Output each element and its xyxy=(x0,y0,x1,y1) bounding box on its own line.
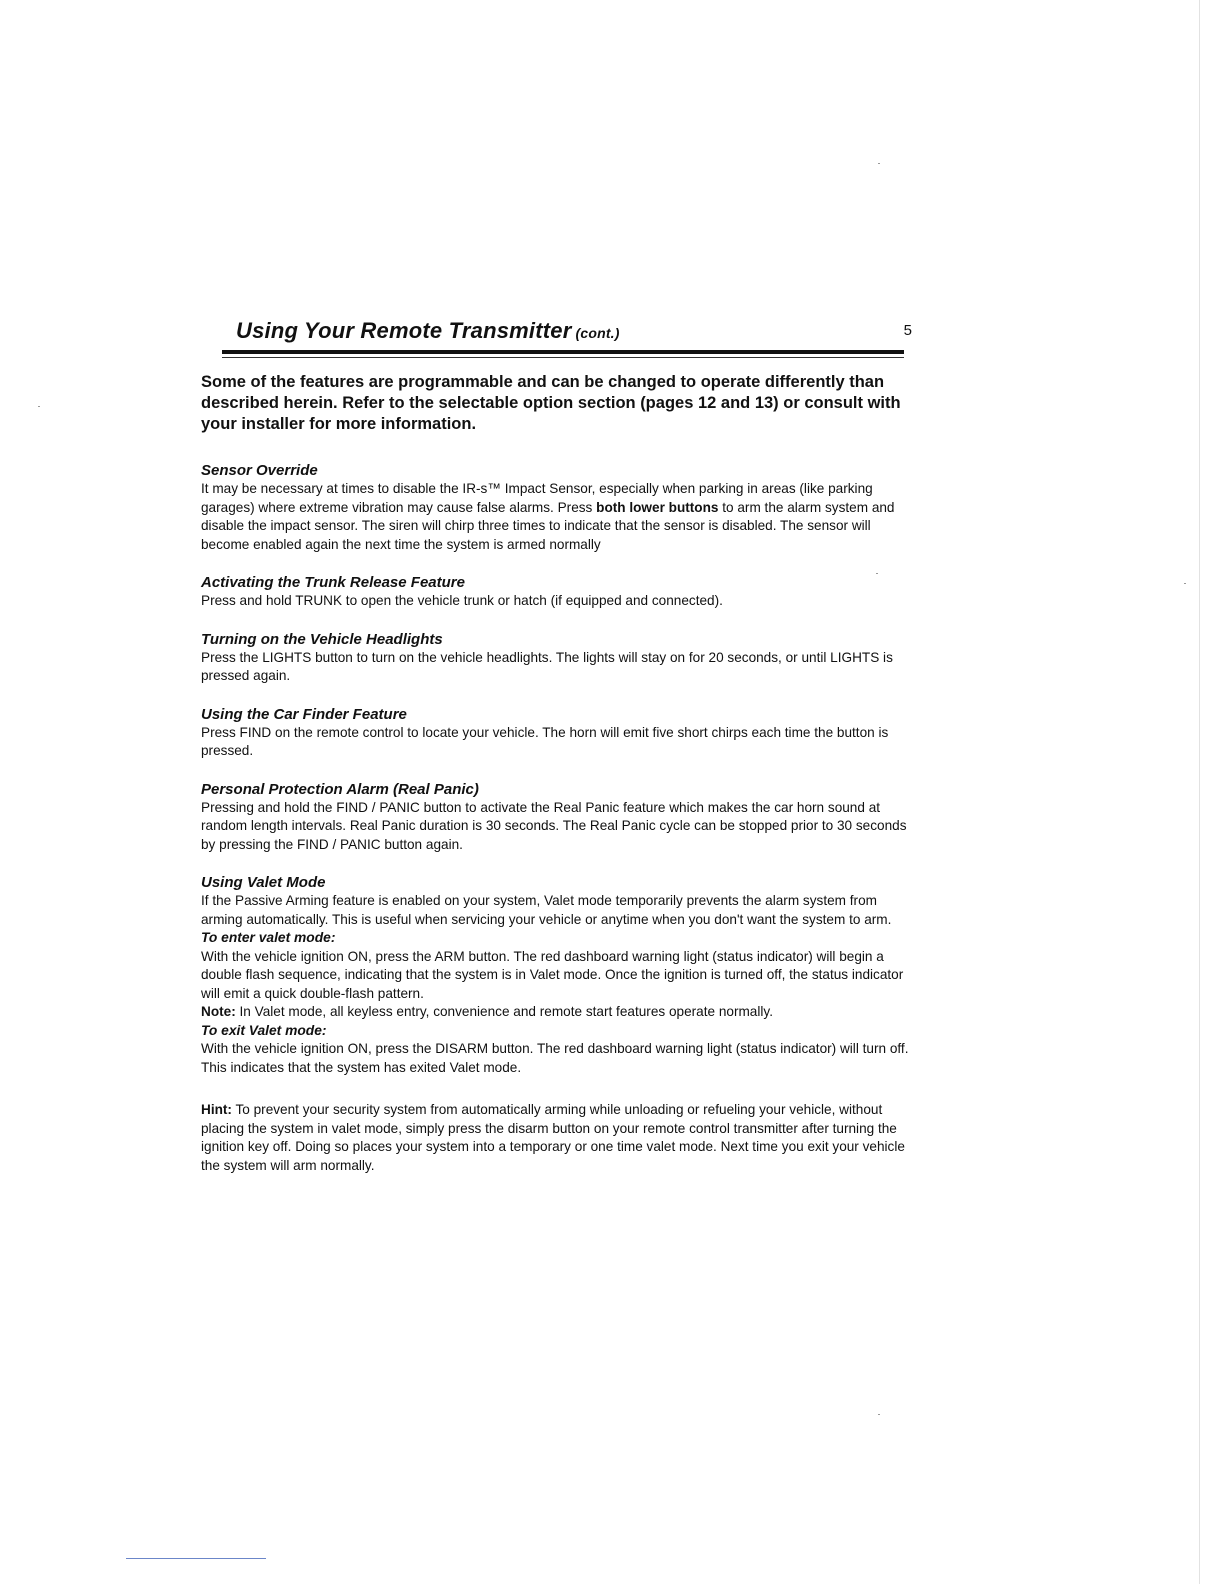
section-heading: Using Valet Mode xyxy=(201,874,326,891)
scan-speck xyxy=(876,573,878,574)
section-trunk-release xyxy=(201,573,917,611)
valet-enter-heading: To enter valet mode: xyxy=(201,930,336,945)
section-heading: Using the Car Finder Feature xyxy=(201,705,407,723)
body-text: It may be necessary at times to disable the IR-s™ Impact Sensor, especially when parking in areas (like parking garages) where extreme vibration may cause false alarms. Press xyxy=(201,481,873,515)
page-title xyxy=(236,318,620,344)
note-text: In Valet mode, all keyless entry, convenience and remote start features operate normally. xyxy=(235,1004,773,1019)
scan-speck xyxy=(878,1414,880,1415)
page-number: 5 xyxy=(903,322,912,339)
page-title-suffix: (cont.) xyxy=(575,325,620,341)
section-heading: Turning on the Vehicle Headlights xyxy=(201,630,443,648)
section-car-finder xyxy=(201,705,917,761)
section-heading: Activating the Trunk Release Feature xyxy=(201,574,465,591)
scan-speck xyxy=(38,406,40,407)
header-rule-thin xyxy=(222,357,904,358)
valet-exit-body: With the vehicle ignition ON, press the DISARM button. The red dashboard warning light (status indicator) will turn off. This indicates that the system has exited Valet mode. xyxy=(201,1041,909,1075)
hint-label: Hint: xyxy=(201,1102,232,1117)
valet-exit-heading: To exit Valet mode: xyxy=(201,1022,327,1038)
footer-line xyxy=(126,1558,266,1559)
scan-speck xyxy=(878,163,880,164)
header-rule-thick xyxy=(222,350,904,354)
hint-paragraph xyxy=(201,1101,917,1175)
valet-enter-body: With the vehicle ignition ON, press the ARM button. The red dashboard warning light (status indicator) will begin a double flash sequence, indicating that the system is in Valet mode. Once the ignition is turned off, the status indicator will emit a quick double-flash pattern. xyxy=(201,948,904,1001)
body-text: to arm the alarm system and disable the impact sensor. The siren will chirp three times to indicate that the sensor is disabled. The sensor will become enabled again the next time the system is armed normally xyxy=(201,499,895,552)
section-heading: Sensor Override xyxy=(201,462,318,479)
section-body: If the Passive Arming feature is enabled on your system, Valet mode temporarily prevents the alarm system from arming automatically. This is useful when servicing your vehicle or anytime when you don't want the system to arm. xyxy=(201,893,892,927)
body-bold-text: both lower buttons xyxy=(596,499,719,515)
page-title-text: Using Your Remote Transmitter xyxy=(236,318,572,343)
scan-speck xyxy=(1184,583,1186,584)
section-body: Press the LIGHTS button to turn on the vehicle headlights. The lights will stay on for 20 seconds, or until LIGHTS is pressed again. xyxy=(201,649,893,683)
valet-note xyxy=(201,1003,917,1022)
section-valet-mode xyxy=(201,873,917,1077)
intro-paragraph: Some of the features are programmable and can be changed to operate differently than described herein. Refer to the selectable option section (pages 12 and 13) or consult with your installer for more information. xyxy=(201,373,901,433)
section-body xyxy=(201,480,917,554)
section-body: Press and hold TRUNK to open the vehicle trunk or hatch (if equipped and connected). xyxy=(201,593,723,608)
hint-text: To prevent your security system from automatically arming while unloading or refueling your vehicle, without placing the system in valet mode, simply press the disarm button on your remote control transmitter after turning the ignition key off. Doing so places your system into a temporary or one time valet mode. Next time you exit your vehicle the system will arm normally. xyxy=(201,1102,905,1173)
section-body: Pressing and hold the FIND / PANIC button to activate the Real Panic feature which makes the car horn sound at random length intervals. Real Panic duration is 30 seconds. The Real Panic cycle can be stopped prior to 30 seconds by pressing the FIND / PANIC button again. xyxy=(201,799,907,852)
page-header xyxy=(222,318,912,348)
section-real-panic xyxy=(201,780,917,855)
page-content xyxy=(201,372,917,1194)
section-heading: Personal Protection Alarm (Real Panic) xyxy=(201,780,479,798)
section-headlights xyxy=(201,630,917,686)
scan-margin-line xyxy=(1199,0,1200,1584)
section-sensor-override xyxy=(201,461,917,554)
section-body: Press FIND on the remote control to locate your vehicle. The horn will emit five short chirps each time the button is pressed. xyxy=(201,724,889,758)
note-label: Note: xyxy=(201,1004,236,1019)
section-hint xyxy=(201,1101,917,1175)
